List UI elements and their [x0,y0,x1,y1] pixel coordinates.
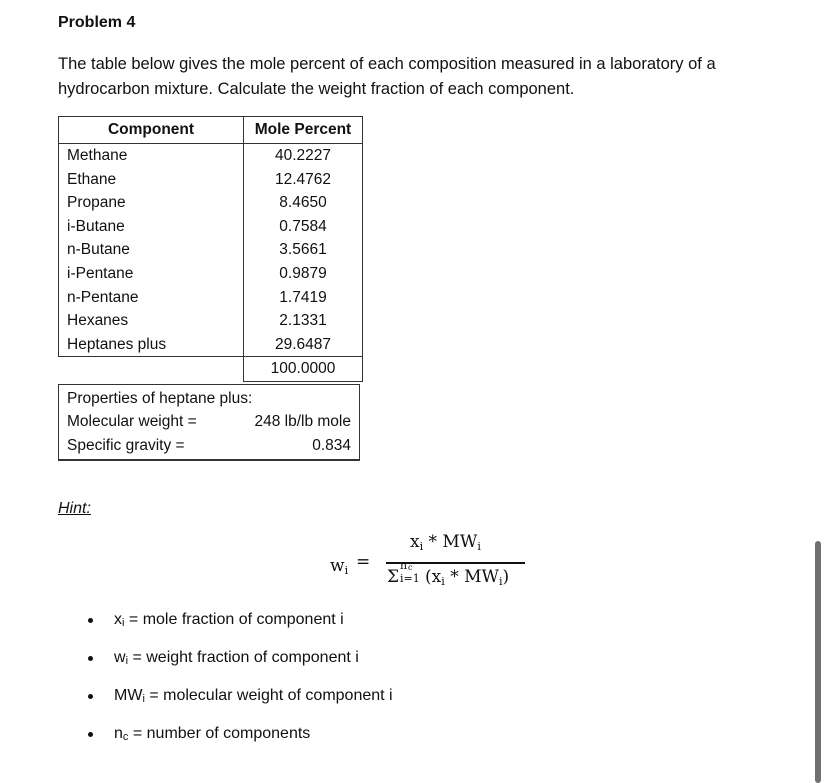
table-row [59,286,363,310]
table-total-row [59,357,363,382]
mole-percent-value: 40.2227 [244,144,363,168]
specific-gravity-value: 0.834 [312,437,351,454]
list-item: nc = number of components [82,719,393,757]
mole-percent-value: 8.4650 [244,191,363,215]
mole-percent-value: 0.9879 [244,262,363,286]
heptane-properties-box [58,384,360,461]
table-row [59,215,363,239]
table-row [59,191,363,215]
component-name: Hexanes [59,309,244,333]
list-item: wi = weight fraction of component i [82,643,393,681]
weight-fraction-formula [330,528,540,598]
mole-percent-value: 0.7584 [244,215,363,239]
component-name: Ethane [59,168,244,192]
formula-denominator: Σ n c i=1 $(x_i * MW_i)$ [387,559,510,588]
header-component: Component [59,117,244,144]
bullet-icon [88,656,93,661]
table-row [59,333,363,357]
component-name: Methane [59,144,244,168]
table-row [59,168,363,192]
component-name: i-Pentane [59,262,244,286]
formula-numerator: $x_i * MW_i$ [410,532,481,553]
total-value: 100.0000 [244,357,363,382]
specific-gravity-row [67,434,351,458]
formula-lhs: $w_i$ [330,556,349,577]
mole-percent-value: 1.7419 [244,286,363,310]
list-item: MWi = molecular weight of component i [82,681,393,719]
table-row [59,309,363,333]
molecular-weight-row [67,410,351,434]
bullet-icon [88,694,93,699]
table-header-row [59,117,363,144]
header-mole-percent: Mole Percent [244,117,363,144]
molecular-weight-value: 248 lb/lb mole [254,413,351,430]
problem-description: The table below gives the mole percent of each composition measured in a laboratory of a hydrocarbon mixture. Calculate the weight fraction of each component. [58,55,716,98]
list-item: xi = mole fraction of component i [82,605,393,643]
formula-equals: = [356,552,371,572]
bullet-icon [88,732,93,737]
specific-gravity-label: Specific gravity = [67,437,185,454]
hint-definitions-list [82,605,393,757]
problem-title: Problem 4 [58,14,136,31]
vertical-scrollbar[interactable] [815,541,821,783]
composition-table [58,116,363,382]
mole-percent-value: 2.1331 [244,309,363,333]
molecular-weight-label: Molecular weight = [67,413,197,430]
component-name: n-Butane [59,238,244,262]
table-row [59,238,363,262]
hint-label: Hint: [58,500,91,517]
total-spacer [59,357,244,382]
component-name: n-Pentane [59,286,244,310]
component-name: Heptanes plus [59,333,244,357]
mole-percent-value: 3.5661 [244,238,363,262]
bullet-icon [88,618,93,623]
mole-percent-value: 29.6487 [244,333,363,357]
table-row [59,262,363,286]
component-name: Propane [59,191,244,215]
table-row [59,144,363,168]
component-name: i-Butane [59,215,244,239]
mole-percent-value: 12.4762 [244,168,363,192]
properties-heading: Properties of heptane plus: [67,390,253,407]
